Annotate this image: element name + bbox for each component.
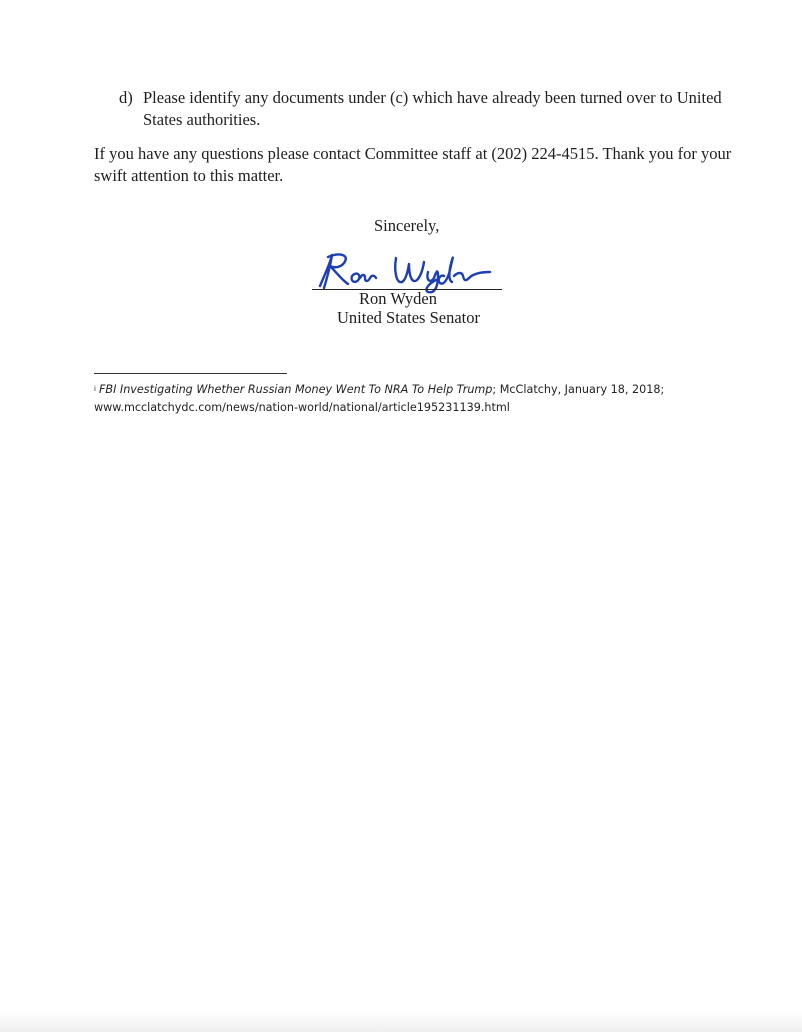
footnote bbox=[94, 381, 734, 417]
list-marker: d) bbox=[119, 88, 133, 107]
footnote-marker: i bbox=[94, 385, 96, 393]
page-bottom-shadow bbox=[0, 1012, 802, 1032]
list-item-text: Please identify any documents under (c) which have already been turned over to United States authorities. bbox=[143, 88, 722, 129]
handwritten-signature bbox=[310, 246, 510, 294]
footnote-divider bbox=[94, 373, 287, 374]
footnote-article-title: FBI Investigating Whether Russian Money Went To NRA To Help Trump bbox=[98, 383, 493, 396]
sincerely-closing: Sincerely, bbox=[374, 216, 440, 235]
closing-paragraph: If you have any questions please contact Committee staff at (202) 224-4515. Thank you for your swift attention to this matter. bbox=[94, 144, 732, 185]
signer-name: Ron Wyden bbox=[359, 289, 437, 308]
footnote-url: www.mcclatchydc.com/news/nation-world/national/article195231139.html bbox=[94, 401, 510, 414]
footnote-source: ; McClatchy, January 18, 2018; bbox=[492, 383, 665, 396]
signer-title: United States Senator bbox=[337, 308, 480, 327]
